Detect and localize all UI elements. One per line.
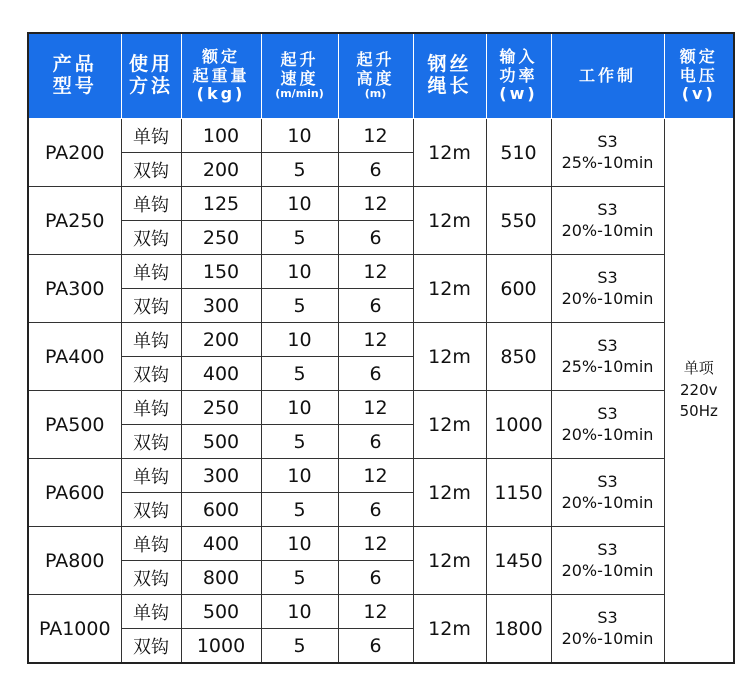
speed-cell: 10	[261, 119, 338, 153]
height-cell: 6	[338, 425, 413, 459]
header-duty: 工作制	[551, 33, 664, 119]
height-cell: 6	[338, 357, 413, 391]
method-cell: 单钩	[121, 255, 181, 289]
duty-ratio: 20%-10min	[561, 560, 654, 580]
speed-cell: 10	[261, 527, 338, 561]
duty-cycle-cell	[551, 391, 664, 459]
height-cell: 6	[338, 153, 413, 187]
height-cell: 6	[338, 221, 413, 255]
height-cell: 6	[338, 289, 413, 323]
method-cell: 双钩	[121, 153, 181, 187]
rope-length-cell: 12m	[413, 391, 486, 459]
speed-cell: 5	[261, 493, 338, 527]
table-row	[28, 527, 734, 561]
power-cell: 1000	[486, 391, 551, 459]
rope-length-cell: 12m	[413, 527, 486, 595]
load-cell: 250	[181, 391, 261, 425]
power-cell: 1150	[486, 459, 551, 527]
load-cell: 300	[181, 289, 261, 323]
duty-class: S3	[597, 131, 618, 151]
load-cell: 500	[181, 425, 261, 459]
method-cell: 单钩	[121, 595, 181, 629]
speed-cell: 10	[261, 459, 338, 493]
method-cell: 单钩	[121, 323, 181, 357]
header-row	[28, 33, 734, 119]
model-cell: PA500	[28, 391, 121, 459]
voltage-cell	[664, 119, 734, 664]
load-cell: 125	[181, 187, 261, 221]
load-cell: 800	[181, 561, 261, 595]
table-row	[28, 323, 734, 357]
height-cell: 6	[338, 493, 413, 527]
model-cell: PA200	[28, 119, 121, 187]
model-cell: PA400	[28, 323, 121, 391]
model-cell: PA250	[28, 187, 121, 255]
speed-cell: 5	[261, 561, 338, 595]
load-cell: 500	[181, 595, 261, 629]
duty-ratio: 20%-10min	[561, 628, 654, 648]
header-power: 输入 功率 (w)	[486, 33, 551, 119]
duty-class: S3	[597, 199, 618, 219]
duty-cycle-cell	[551, 323, 664, 391]
rope-length-cell: 12m	[413, 595, 486, 664]
power-cell: 510	[486, 119, 551, 187]
load-cell: 400	[181, 527, 261, 561]
rope-length-cell: 12m	[413, 119, 486, 187]
method-cell: 双钩	[121, 289, 181, 323]
duty-ratio: 20%-10min	[561, 220, 654, 240]
table-row	[28, 595, 734, 629]
voltage-line: 220v	[679, 380, 718, 399]
duty-class: S3	[597, 335, 618, 355]
table-row	[28, 459, 734, 493]
duty-class: S3	[597, 607, 618, 627]
power-cell: 1800	[486, 595, 551, 664]
duty-ratio: 20%-10min	[561, 424, 654, 444]
load-cell: 200	[181, 323, 261, 357]
duty-ratio: 25%-10min	[561, 152, 654, 172]
model-cell: PA800	[28, 527, 121, 595]
load-cell: 200	[181, 153, 261, 187]
load-cell: 1000	[181, 629, 261, 664]
power-cell: 1450	[486, 527, 551, 595]
load-cell: 250	[181, 221, 261, 255]
power-cell: 550	[486, 187, 551, 255]
duty-cycle-cell	[551, 527, 664, 595]
method-cell: 双钩	[121, 561, 181, 595]
method-cell: 单钩	[121, 391, 181, 425]
load-cell: 100	[181, 119, 261, 153]
header-height: 起升 高度 (m)	[338, 33, 413, 119]
duty-cycle-cell	[551, 459, 664, 527]
height-cell: 6	[338, 629, 413, 664]
rope-length-cell: 12m	[413, 323, 486, 391]
table-row	[28, 119, 734, 153]
rope-length-cell: 12m	[413, 255, 486, 323]
method-cell: 单钩	[121, 459, 181, 493]
duty-ratio: 25%-10min	[561, 356, 654, 376]
method-cell: 双钩	[121, 221, 181, 255]
spec-body	[28, 119, 734, 664]
speed-cell: 10	[261, 187, 338, 221]
duty-class: S3	[597, 471, 618, 491]
height-cell: 12	[338, 459, 413, 493]
method-cell: 单钩	[121, 119, 181, 153]
speed-cell: 5	[261, 289, 338, 323]
speed-cell: 5	[261, 425, 338, 459]
voltage-line: 单项	[683, 358, 714, 377]
model-cell: PA1000	[28, 595, 121, 664]
speed-cell: 5	[261, 357, 338, 391]
table-row	[28, 187, 734, 221]
header-load: 额定 起重量 (kg)	[181, 33, 261, 119]
speed-cell: 5	[261, 221, 338, 255]
duty-class: S3	[597, 539, 618, 559]
duty-ratio: 20%-10min	[561, 288, 654, 308]
table-row	[28, 391, 734, 425]
height-cell: 12	[338, 595, 413, 629]
spec-table	[27, 32, 735, 664]
height-cell: 12	[338, 255, 413, 289]
rope-length-cell: 12m	[413, 459, 486, 527]
header-model: 产品 型号	[28, 33, 121, 119]
table-row	[28, 255, 734, 289]
power-cell: 600	[486, 255, 551, 323]
model-cell: PA300	[28, 255, 121, 323]
speed-cell: 5	[261, 153, 338, 187]
speed-cell: 10	[261, 255, 338, 289]
load-cell: 300	[181, 459, 261, 493]
method-cell: 双钩	[121, 493, 181, 527]
duty-cycle-cell	[551, 187, 664, 255]
load-cell: 150	[181, 255, 261, 289]
power-cell: 850	[486, 323, 551, 391]
duty-cycle-cell	[551, 255, 664, 323]
header-voltage: 额定 电压 (v)	[664, 33, 734, 119]
voltage-line: 50Hz	[679, 402, 718, 421]
method-cell: 双钩	[121, 425, 181, 459]
header-method: 使用 方法	[121, 33, 181, 119]
height-cell: 12	[338, 119, 413, 153]
height-cell: 12	[338, 187, 413, 221]
method-cell: 单钩	[121, 527, 181, 561]
method-cell: 单钩	[121, 187, 181, 221]
rope-length-cell: 12m	[413, 187, 486, 255]
load-cell: 400	[181, 357, 261, 391]
load-cell: 600	[181, 493, 261, 527]
duty-class: S3	[597, 267, 618, 287]
duty-ratio: 20%-10min	[561, 492, 654, 512]
duty-cycle-cell	[551, 119, 664, 187]
height-cell: 12	[338, 323, 413, 357]
height-cell: 12	[338, 391, 413, 425]
method-cell: 双钩	[121, 357, 181, 391]
header-rope: 钢丝 绳长	[413, 33, 486, 119]
speed-cell: 10	[261, 323, 338, 357]
header-speed: 起升 速度 (m/min)	[261, 33, 338, 119]
height-cell: 12	[338, 527, 413, 561]
method-cell: 双钩	[121, 629, 181, 664]
speed-cell: 5	[261, 629, 338, 664]
duty-cycle-cell	[551, 595, 664, 664]
height-cell: 6	[338, 561, 413, 595]
model-cell: PA600	[28, 459, 121, 527]
speed-cell: 10	[261, 595, 338, 629]
duty-class: S3	[597, 403, 618, 423]
speed-cell: 10	[261, 391, 338, 425]
